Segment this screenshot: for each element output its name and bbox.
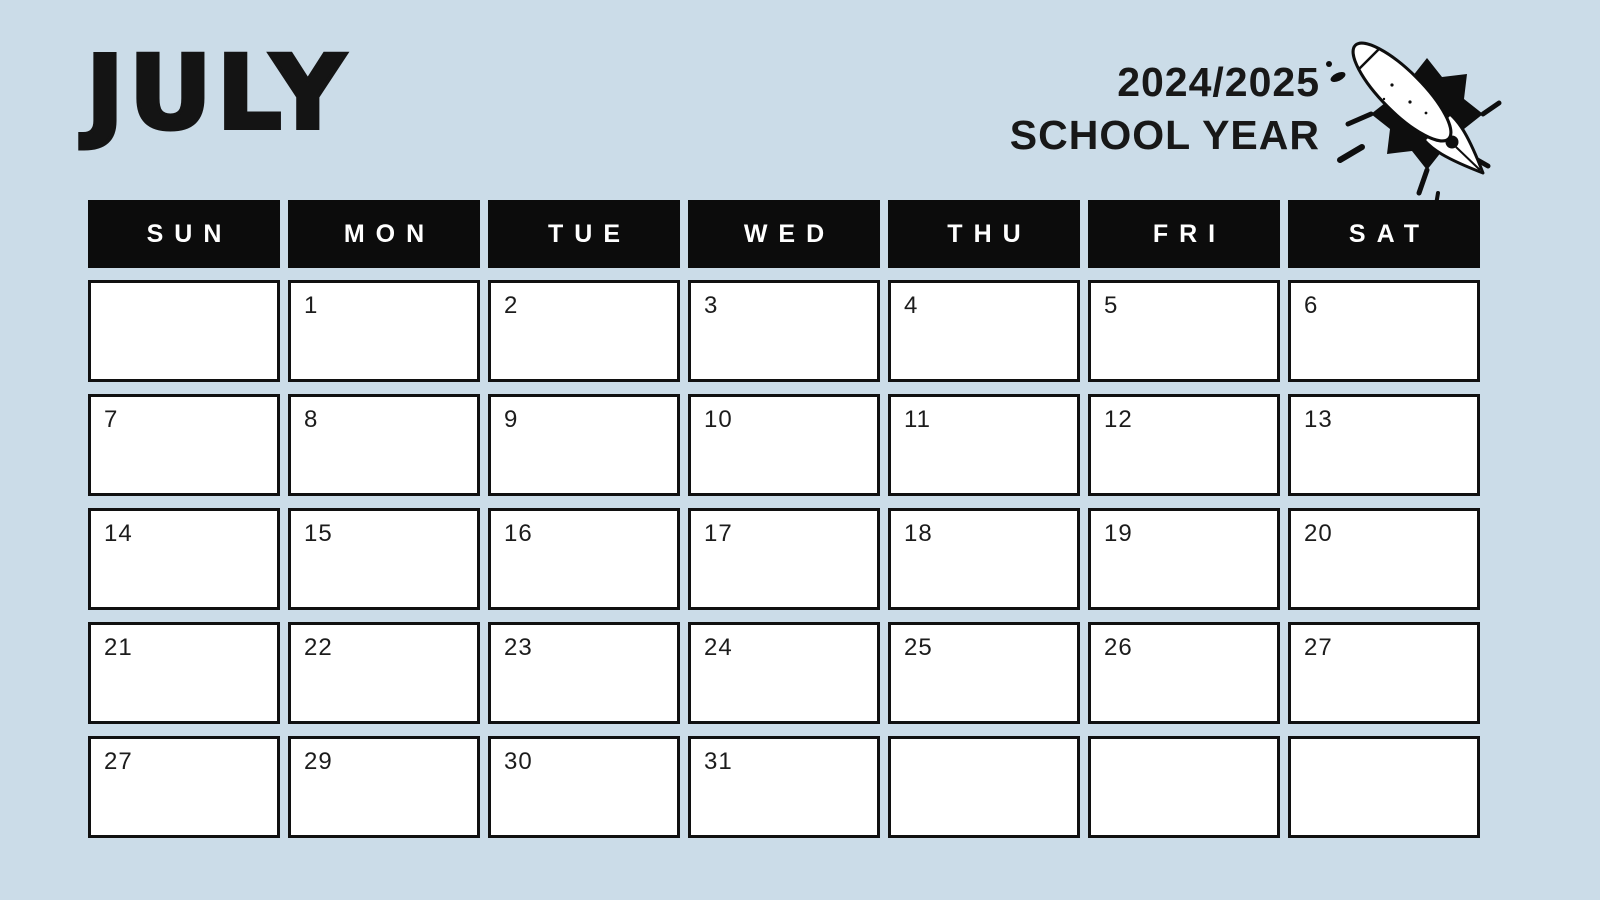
month-title: JULY [86,34,350,153]
date-number: 22 [304,634,333,661]
date-number: 30 [504,748,533,775]
date-number: 4 [904,292,919,319]
date-number: 26 [1104,634,1133,661]
date-cell [288,736,480,838]
date-number: 12 [1104,406,1133,433]
date-number: 20 [1304,520,1333,547]
date-cell [888,280,1080,382]
date-number: 10 [704,406,733,433]
date-cell [688,394,880,496]
date-cell [688,508,880,610]
date-cell [688,736,880,838]
date-number: 29 [304,748,333,775]
date-number: 9 [504,406,519,433]
day-header-sun: SUN [88,200,280,268]
date-number: 15 [304,520,333,547]
date-cell [488,508,680,610]
date-cell [88,394,280,496]
date-cell [1288,508,1480,610]
school-year-line2: SCHOOL YEAR [1009,112,1320,158]
date-number: 27 [1304,634,1333,661]
fountain-pen-ink-splat-icon [1322,16,1504,208]
date-number: 5 [1104,292,1119,319]
date-cell [288,622,480,724]
date-number: 13 [1304,406,1333,433]
date-number: 25 [904,634,933,661]
date-number: 18 [904,520,933,547]
date-number: 19 [1104,520,1133,547]
date-cell [88,736,280,838]
day-header-fri: FRI [1088,200,1280,268]
date-cell [488,736,680,838]
day-header-tue: TUE [488,200,680,268]
date-cell [88,622,280,724]
date-number: 23 [504,634,533,661]
date-cell [1088,736,1280,838]
date-cell [288,394,480,496]
date-cell [888,394,1080,496]
day-header-sat: SAT [1288,200,1480,268]
day-header-thu: THU [888,200,1080,268]
date-cell [1088,622,1280,724]
date-cell [1288,736,1480,838]
date-cell [288,508,480,610]
day-header-wed: WED [688,200,880,268]
date-cell [288,280,480,382]
date-number: 11 [904,406,931,433]
date-number: 24 [704,634,733,661]
date-cell [488,280,680,382]
day-header-mon: MON [288,200,480,268]
date-number: 21 [104,634,133,661]
date-cell [1088,508,1280,610]
date-number: 17 [704,520,733,547]
date-cell [88,508,280,610]
date-cell [488,394,680,496]
date-cell [88,280,280,382]
date-number: 16 [504,520,533,547]
date-number: 14 [104,520,133,547]
date-cell [1288,622,1480,724]
date-number: 6 [1304,292,1319,319]
date-number: 3 [704,292,719,319]
date-number: 1 [304,292,319,319]
date-cell [488,622,680,724]
date-cell [688,622,880,724]
date-cell [1088,394,1280,496]
date-cell [1088,280,1280,382]
date-number: 7 [104,406,119,433]
calendar-grid [88,200,1480,838]
date-cell [888,508,1080,610]
date-cell [1288,280,1480,382]
date-number: 27 [104,748,133,775]
date-number: 8 [304,406,319,433]
date-cell [888,736,1080,838]
date-cell [888,622,1080,724]
date-cell [1288,394,1480,496]
school-year-label [1010,56,1320,162]
date-cell [688,280,880,382]
school-year-line1: 2024/2025 [1117,59,1320,105]
date-number: 31 [704,748,733,775]
date-number: 2 [504,292,519,319]
